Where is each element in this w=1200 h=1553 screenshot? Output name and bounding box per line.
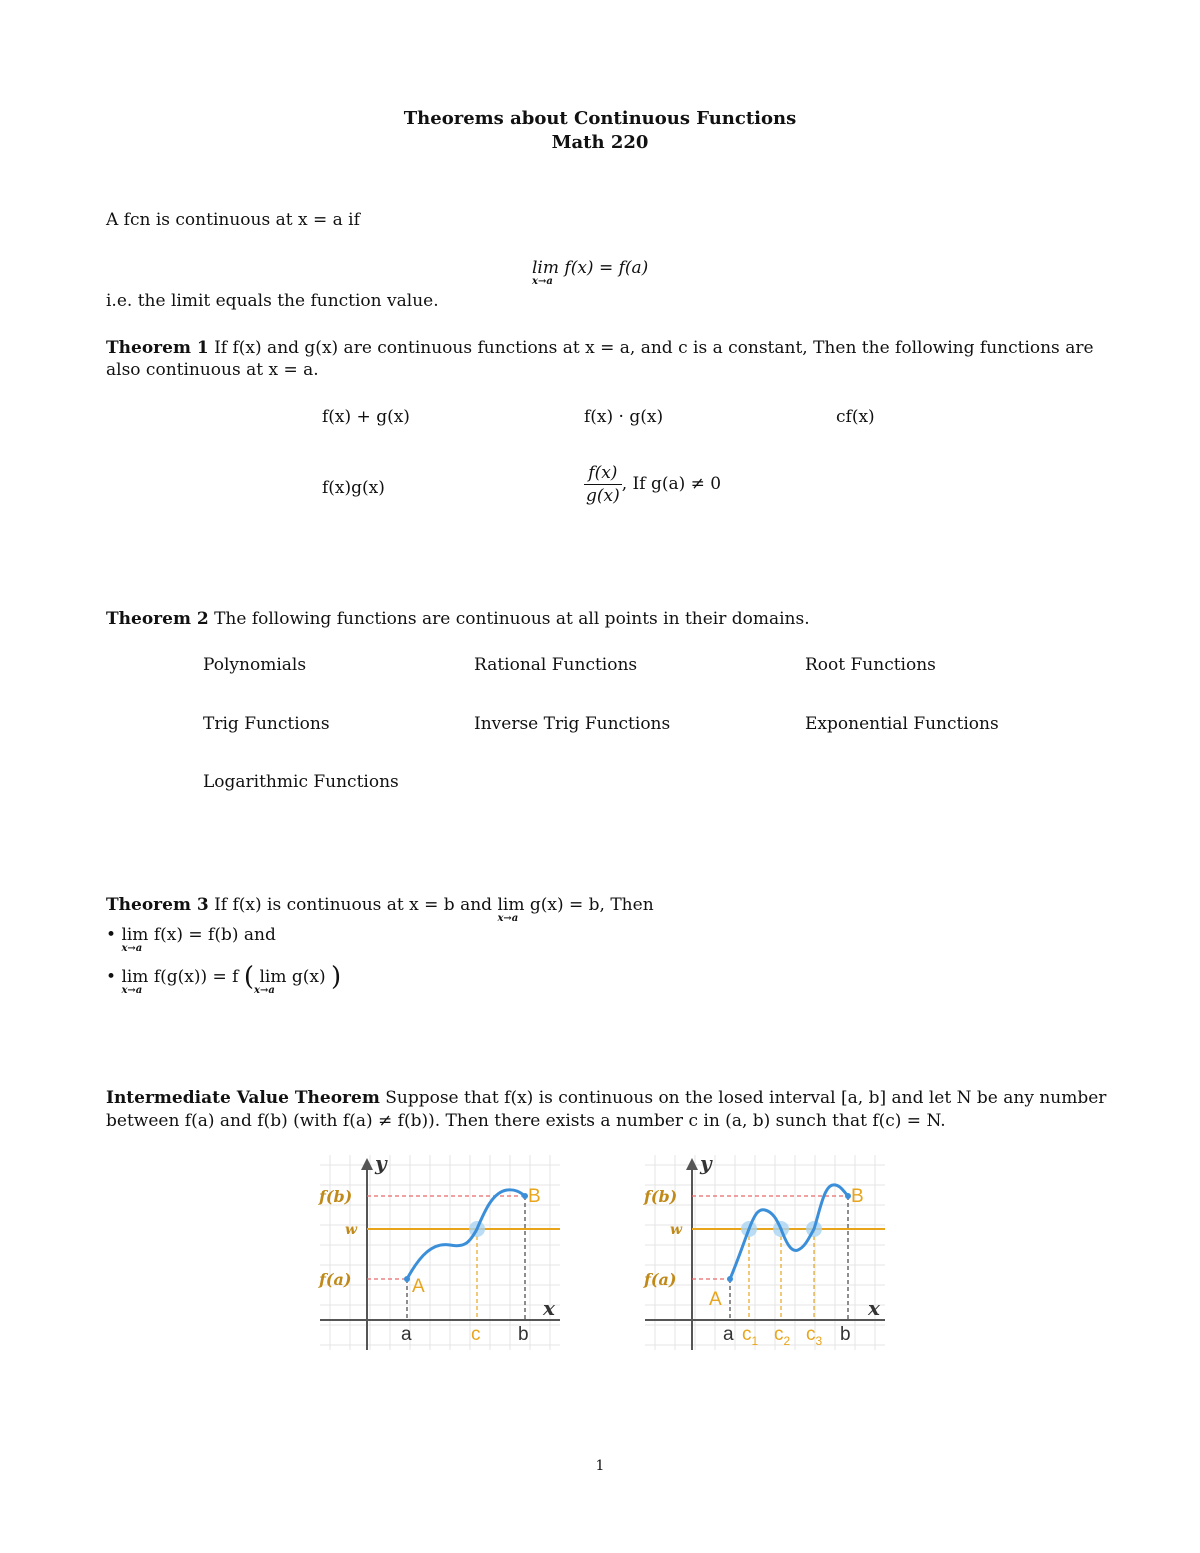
x-axis-label: x: [868, 1296, 880, 1320]
point-b-label: B: [528, 1186, 541, 1207]
tick-b-label: b: [518, 1324, 529, 1345]
lim-subscript: x→a: [254, 985, 275, 996]
tick-b-label: b: [840, 1324, 851, 1345]
function-type-item: Trig Functions: [203, 714, 330, 734]
function-type-item: Root Functions: [805, 655, 936, 675]
course-name: Math 220: [551, 132, 649, 153]
y-axis-arrow-icon: [361, 1158, 373, 1170]
ivt-label: Intermediate Value Theorem: [106, 1088, 380, 1108]
theorem3-line: [106, 895, 654, 924]
theorem1-label: Theorem 1: [106, 338, 209, 358]
ivt-text: Suppose that f(x) is continuous on the losed interval [a, b] and let N be any number: [385, 1088, 1107, 1108]
theorem1-constant-multiple: cf(x): [836, 407, 875, 427]
w-label: w: [670, 1222, 683, 1238]
theorem1-line2: also continuous at x = a.: [106, 360, 319, 380]
fa-label: f(a): [319, 1270, 352, 1289]
bullet-icon: •: [106, 925, 117, 945]
point-a-marker: [727, 1276, 733, 1282]
theorem2-line: [106, 609, 810, 629]
function-type-item: Logarithmic Functions: [203, 772, 399, 792]
theorem1-quotient: [584, 462, 721, 507]
right-paren: ): [331, 962, 342, 992]
point-a-marker: [404, 1276, 410, 1282]
theorem3-text-a: If f(x) is continuous at x = b and: [214, 895, 493, 915]
ivt-figure-single: [315, 1150, 565, 1355]
point-b-label: B: [851, 1186, 864, 1207]
bullet-icon: •: [106, 967, 117, 987]
y-axis-label: y: [375, 1151, 387, 1175]
tick-c3-label: $c_3$: [806, 1324, 823, 1348]
tick-a-label: a: [723, 1324, 734, 1345]
bullet2-formula: lim f(g(x)) = f x→a: [121, 967, 239, 996]
fb-label: f(b): [644, 1187, 678, 1206]
function-type-item: Exponential Functions: [805, 714, 999, 734]
tick-c2-label: $c_2$: [774, 1324, 791, 1348]
definition-intro: A fcn is continuous at x = a if: [106, 210, 360, 230]
x-axis-label: x: [543, 1296, 555, 1320]
y-axis-arrow-icon: [686, 1158, 698, 1170]
tick-c-label: c: [471, 1324, 481, 1345]
quotient-condition: , If g(a) ≠ 0: [621, 474, 722, 494]
tick-a-label: a: [401, 1324, 412, 1345]
inner-limit: lim g(x) x→a: [254, 967, 326, 996]
bullet1-formula: lim f(x) = f(b) and x→a: [121, 925, 276, 954]
definition-note: i.e. the limit equals the function value.: [106, 291, 439, 311]
theorem3-bullet-1: [106, 925, 276, 954]
function-type-item: Rational Functions: [474, 655, 638, 675]
fa-label: f(a): [644, 1270, 677, 1289]
ivt-line2: between f(a) and f(b) (with f(a) ≠ f(b)). Then there exists a number c in (a, b) sunch that f(c) = N.: [106, 1111, 946, 1131]
point-a-label: A: [412, 1276, 425, 1297]
w-label: w: [345, 1222, 358, 1238]
lim-subscript: x→a: [497, 913, 519, 924]
theorem2-label: Theorem 2: [106, 609, 209, 629]
function-curve: [407, 1190, 525, 1279]
fb-label: f(b): [319, 1187, 353, 1206]
lim-subscript: x→a: [121, 985, 143, 996]
lim-subscript: x→a: [121, 943, 143, 954]
y-axis-label: y: [700, 1151, 712, 1175]
theorem2-text: The following functions are continuous at all points in their domains.: [214, 609, 810, 629]
theorem1-composition: f(x)g(x): [322, 478, 385, 498]
page-title: Theorems about Continuous Functions: [403, 108, 797, 129]
point-a-label: A: [709, 1289, 722, 1310]
ivt-line1: [106, 1088, 1106, 1108]
theorem1-sum: f(x) + g(x): [322, 407, 410, 427]
quotient-fraction: $\frac{f(x)}{g(x)}$: [586, 463, 620, 506]
definition-formula: lim f(x) = f(a) x→a: [532, 258, 649, 287]
ivt-figure-multiple: [640, 1150, 890, 1355]
theorem1-product: f(x) · g(x): [584, 407, 664, 427]
function-type-item: Inverse Trig Functions: [474, 714, 671, 734]
lim-subscript: x→a: [532, 276, 553, 287]
theorem1-line1: [106, 338, 1094, 358]
page-number: 1: [595, 1458, 605, 1474]
theorem3-limit: lim g(x) = b, Then x→a: [497, 895, 654, 924]
tick-c1-label: $c_1$: [742, 1324, 759, 1348]
theorem3-label: Theorem 3: [106, 895, 209, 915]
left-paren: (: [243, 962, 255, 992]
function-type-item: Polynomials: [203, 655, 307, 675]
theorem3-bullet-2: [106, 962, 342, 996]
theorem1-text: If f(x) and g(x) are continuous functions at x = a, and c is a constant, Then the following functions are: [214, 338, 1094, 358]
